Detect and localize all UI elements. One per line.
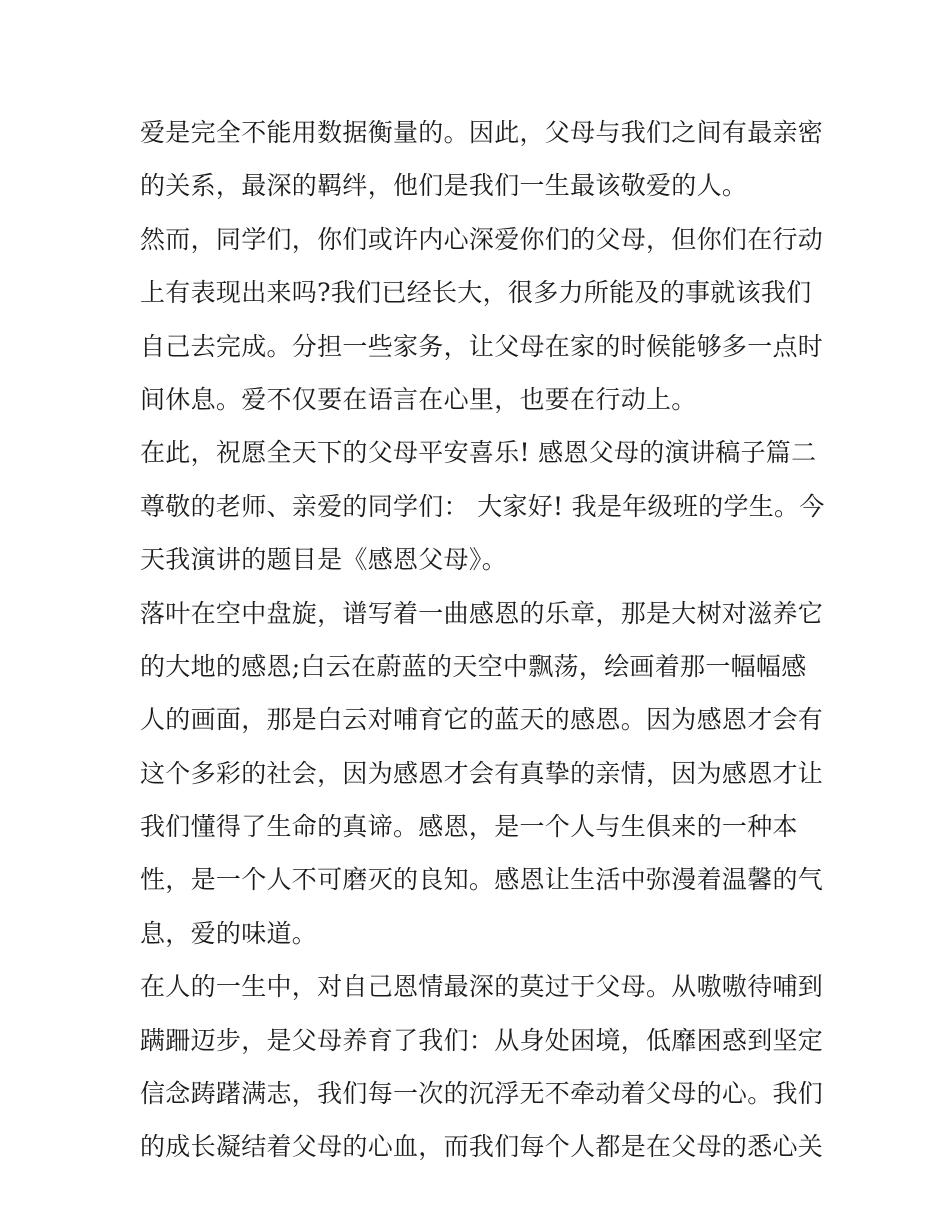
text-line: 自己去完成。分担一些家务，让父母在家的时候能够多一点时 <box>140 331 824 361</box>
text-line: 天我演讲的题目是《感恩父母》。 <box>140 545 508 575</box>
text-line: 性，是一个人不可磨灭的良知。感恩让生活中弥漫着温馨的气 <box>140 865 824 895</box>
text-line: 蹒跚迈步，是父母养育了我们：从身处困境，低靡困惑到坚定 <box>140 1025 824 1055</box>
text-line: 这个多彩的社会，因为感恩才会有真挚的亲情，因为感恩才让 <box>140 758 824 788</box>
text-line: 尊敬的老师、亲爱的同学们： 大家好! 我是年级班的学生。今 <box>140 491 825 521</box>
text-line: 人的画面，那是白云对哺育它的蓝天的感恩。因为感恩才会有 <box>140 705 824 735</box>
document-body <box>140 106 825 1174</box>
text-line: 爱是完全不能用数据衡量的。因此，父母与我们之间有最亲密 <box>140 118 824 147</box>
text-line: 上有表现出来吗?我们已经长大，很多力所能及的事就该我们 <box>140 278 812 308</box>
text-line: 在人的一生中，对自己恩情最深的莫过于父母。从嗷嗷待哺到 <box>140 972 824 1002</box>
text-line: 在此，祝愿全天下的父母平安喜乐! 感恩父母的演讲稿子篇二 <box>140 438 817 468</box>
text-line: 落叶在空中盘旋，谱写着一曲感恩的乐章，那是大树对滋养它 <box>140 598 824 628</box>
text-line: 息，爱的味道。 <box>140 918 318 948</box>
text-line: 的关系，最深的羁绊，他们是我们一生最该敬爱的人。 <box>140 171 748 201</box>
text-line: 的大地的感恩;白云在蔚蓝的天空中飘荡，绘画着那一幅幅感 <box>140 651 807 681</box>
text-line: 间休息。爱不仅要在语言在心里，也要在行动上。 <box>140 384 697 414</box>
text-line: 然而，同学们，你们或许内心深爱你们的父母，但你们在行动 <box>140 224 824 254</box>
text-line: 信念踌躇满志，我们每一次的沉浮无不牵动着父母的心。我们 <box>140 1079 824 1109</box>
text-line: 的成长凝结着父母的心血，而我们每个人都是在父母的悉心关 <box>140 1132 824 1162</box>
text-line: 我们懂得了生命的真谛。感恩，是一个人与生俱来的一种本 <box>140 812 798 842</box>
